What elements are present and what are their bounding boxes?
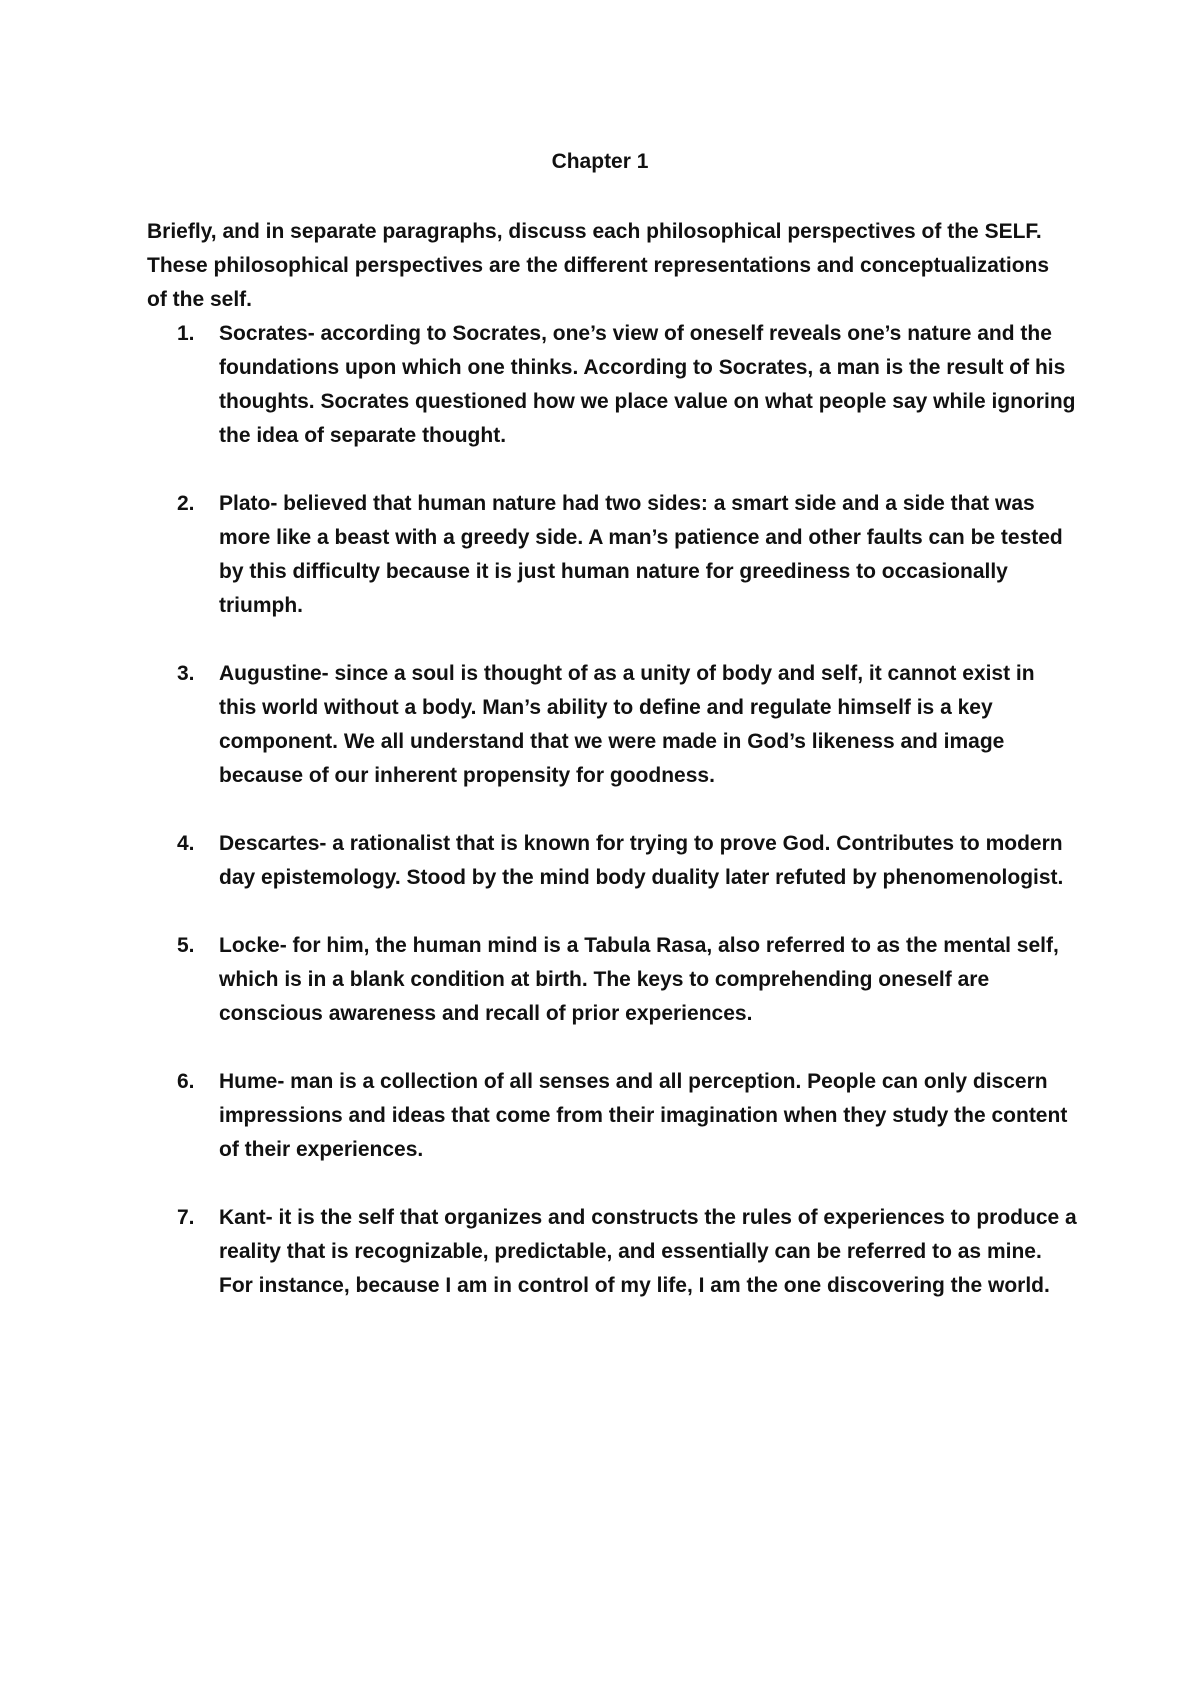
intro-text-after: . These philosophical perspectives are the different representations and conceptualizations of the self. [147,220,1050,311]
list-item-number: 1. [177,322,195,345]
list-item-text: Kant- it is the self that organizes and constructs the rules of experiences to produce a reality that is recognizable, predictable, and essentially can be referred to as mine. For instance, because I am in control of my life, I am the one discovering the world. [219,1206,1077,1297]
list-item-locke [147,929,1077,1031]
intro-emphasis: SELF [984,220,1036,243]
list-item-number: 6. [177,1070,195,1093]
list-item-hume [147,1065,1077,1167]
list-item-number: 4. [177,832,195,855]
list-item-number: 2. [177,492,195,515]
list-item-text: Plato- believed that human nature had two sides: a smart side and a side that was more like a beast with a greedy side. A man’s patience and other faults can be tested by this difficulty because it is just human nature for greediness to occasionally triumph. [219,492,1063,617]
list-item-number: 3. [177,662,195,685]
list-item-text: Socrates- according to Socrates, one’s view of oneself reveals one’s nature and the foundations upon which one thinks. According to Socrates, a man is the result of his thoughts. Socrates questioned how we place value on what people say while ignoring the idea of separate thought. [219,322,1076,447]
list-item-text: Augustine- since a soul is thought of as a unity of body and self, it cannot exist in this world without a body. Man’s ability to define and regulate himself is a key component. We all understand that we were made in God’s likeness and image because of our inherent propensity for goodness. [219,662,1035,787]
list-item-text: Locke- for him, the human mind is a Tabula Rasa, also referred to as the mental self, which is in a blank condition at birth. The keys to comprehending oneself are conscious awareness and recall of prior experiences. [219,934,1059,1025]
list-item-descartes [147,827,1077,895]
list-item-kant [147,1201,1077,1303]
list-item-text: Descartes- a rationalist that is known for trying to prove God. Contributes to modern day epistemology. Stood by the mind body duality later refuted by phenomenologist. [219,832,1064,889]
list-item-augustine [147,657,1077,793]
intro-text-before: Briefly, and in separate paragraphs, discuss each philosophical perspectives of the [147,220,985,243]
perspectives-list [147,317,1077,1337]
list-item-text: Hume- man is a collection of all senses and all perception. People can only discern impressions and ideas that come from their imagination when they study the content of their experiences. [219,1070,1068,1161]
intro-paragraph [147,215,1067,317]
list-item-plato [147,487,1077,623]
list-item-number: 5. [177,934,195,957]
list-item-number: 7. [177,1206,195,1229]
page-title: Chapter 1 [551,150,649,173]
list-item-socrates [147,317,1077,453]
